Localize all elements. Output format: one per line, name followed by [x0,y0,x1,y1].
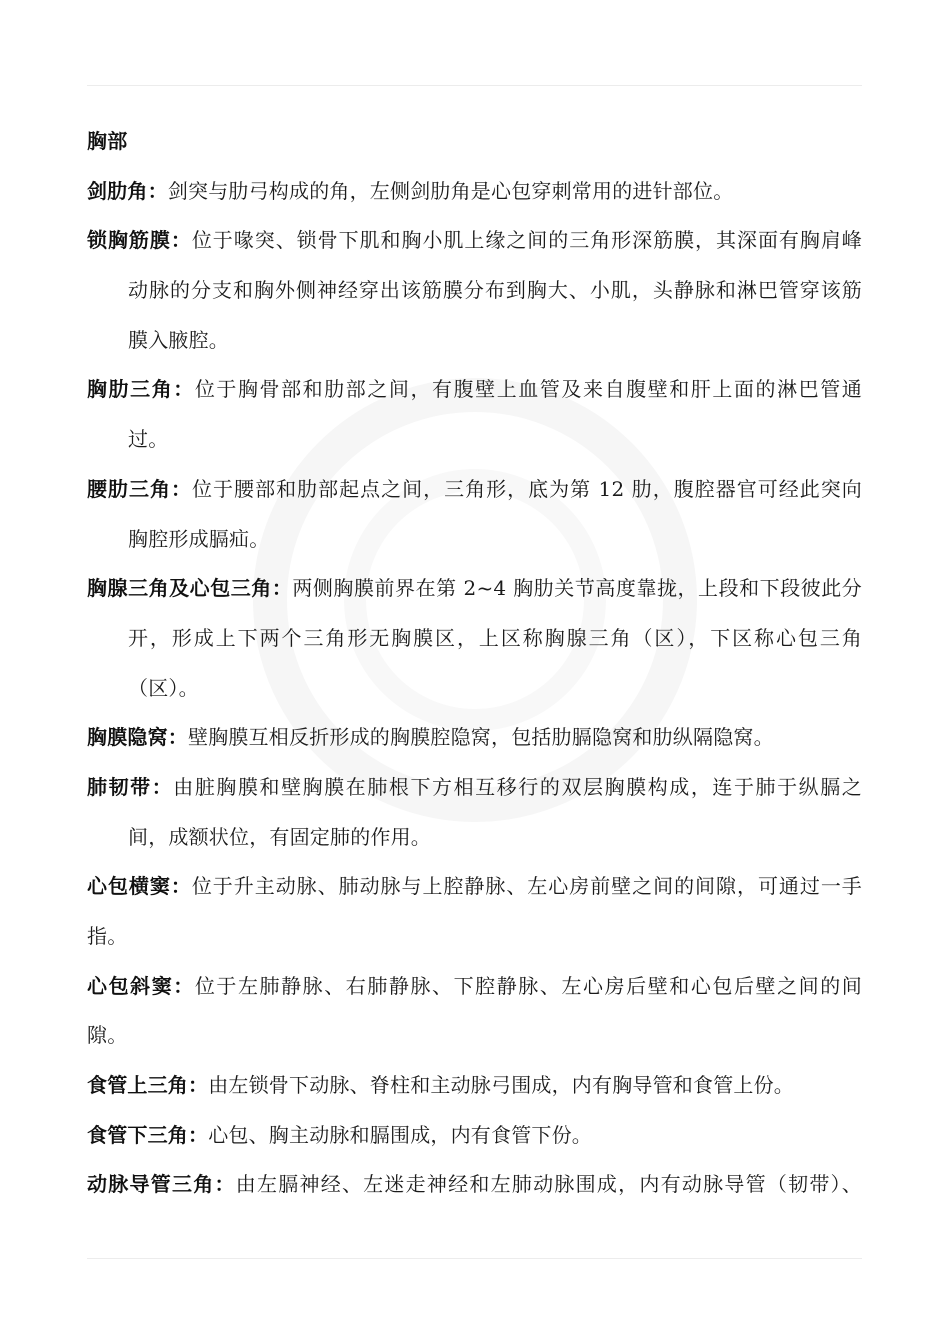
entry-xiongleisanjiao [87,365,862,415]
entry-term: 心包横窦： [87,874,192,899]
entry-shiguanxiasanjiao [87,1111,862,1161]
entry-text: 由脏胸膜和壁胸膜在肺根下方相互移行的双层胸膜构成，连于肺于纵膈之 [173,774,862,799]
section-title: 胸部 [87,129,128,153]
entry-text: 位于腰部和肋部起点之间，三角形，底为第 12 肋，腹腔器官可经此突向 [192,476,863,501]
section-title-line [87,117,862,167]
entry-xinbaohengdou [87,862,862,912]
entry-text: 指。 [87,924,128,948]
entry-continuation [87,316,862,366]
entry-text: 位于左肺静脉、右肺静脉、下腔静脉、左心房后壁和心包后壁之间的间 [194,973,862,998]
entry-text: 隙。 [87,1023,128,1048]
entry-continuation [87,266,862,316]
document-body [87,117,862,1210]
entry-xiongxiansanjiao [87,564,862,614]
entry-text: 壁胸膜互相反折形成的胸膜腔隐窝，包括肋膈隐窝和肋纵隔隐窝。 [188,725,774,750]
entry-text: 胸腔形成膈疝。 [128,526,270,551]
footer-rule [87,1258,862,1259]
entry-term: 腰肋三角： [87,476,193,501]
entry-continuation [87,415,862,465]
entry-shiguanshangsanjiao [87,1061,862,1111]
entry-text: 过。 [128,427,169,452]
entry-continuation [87,614,862,664]
entry-text: 位于胸骨部和肋部之间，有腹壁上血管及来自腹壁和肝上面的淋巴管通 [194,377,862,402]
entry-continuation [87,1011,862,1061]
entry-term: 锁胸筋膜： [87,228,192,253]
entry-term: 动脉导管三角： [87,1172,236,1197]
entry-text: 膜入腋腔。 [128,327,229,352]
entry-continuation [87,813,862,863]
entry-text: 开，形成上下两个三角形无胸膜区，上区称胸腺三角（区），下区称心包三角 [128,625,862,650]
entry-xinbaoxiedou [87,962,862,1012]
entry-xiongmoyinwo [87,713,862,763]
entry-continuation [87,912,862,962]
header-rule [87,85,862,86]
entry-term: 胸肋三角： [87,377,195,402]
entry-text: 位于喙突、锁骨下肌和胸小肌上缘之间的三角形深筋膜，其深面有胸肩峰 [191,228,863,253]
entry-text: （区）。 [128,675,199,700]
entry-text: 剑突与肋弓构成的角，左侧剑肋角是心包穿刺常用的进针部位。 [167,178,734,203]
entry-text: 间，成额状位，有固定肺的作用。 [128,824,431,849]
entry-continuation [87,515,862,565]
entry-suoxiongjinmo [87,216,862,266]
entry-term: 食管上三角： [87,1073,209,1098]
entry-term: 食管下三角： [87,1122,209,1147]
entry-continuation [87,664,862,714]
entry-text: 由左锁骨下动脉、脊柱和主动脉弓围成，内有胸导管和食管上份。 [208,1073,795,1098]
entry-text: 位于升主动脉、肺动脉与上腔静脉、左心房前壁之间的间隙，可通过一手 [191,874,863,899]
entry-feirendai [87,763,862,813]
entry-yaoleisanjiao [87,465,862,515]
entry-term: 心包斜窦： [87,973,195,998]
entry-term: 剑肋角： [87,178,168,203]
entry-term: 胸腺三角及心包三角： [87,576,293,601]
entry-text: 动脉的分支和胸外侧神经穿出该筋膜分布到胸大、小肌，头静脉和淋巴管穿该筋 [128,278,862,303]
entry-jianleijiao [87,167,862,217]
entry-term: 肺韧带： [87,774,174,799]
entry-term: 胸膜隐窝： [87,725,188,750]
entry-text: 心包、胸主动脉和膈围成，内有食管下份。 [208,1122,593,1147]
entry-dongmaidaoguansanjiao [87,1160,862,1210]
entry-text: 由左膈神经、左迷走神经和左肺动脉围成，内有动脉导管（韧带）、 [235,1172,863,1197]
entry-text: 两侧胸膜前界在第 2~4 胸肋关节高度靠拢，上段和下段彼此分 [292,576,863,601]
